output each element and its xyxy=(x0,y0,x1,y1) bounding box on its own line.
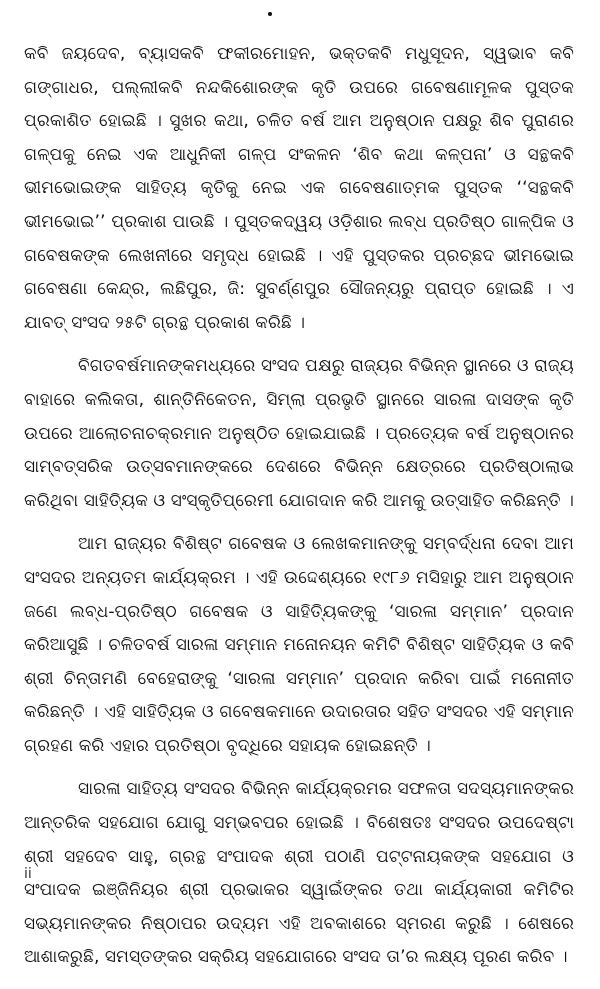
paragraph-sarala-award: ଆମ ରାଜ୍ୟର ବିଶିଷ୍ଟ ଗବେଷକ ଓ ଲେଖକମାନଙ୍କୁ ସମ୍ବର୍ଦ୍ଧନା ଦେବା ଆମ ସଂସଦର ଅନ୍ୟତମ କାର୍ଯ୍ୟକ୍ରମ । ଏହି ଉଦ୍ଦେଶ୍ୟରେ ୧୯୮୬ ମସିହାରୁ ଆମ ଅନୁଷ୍ଠାନ ଜଣେ ଲବ୍ଧ-ପ୍ରତିଷ୍ଠ ଗବେଷକ ଓ ସାହିତ୍ୟିକଙ୍କୁ ‘ସାରଳା ସମ୍ମାନ’ ପ୍ରଦାନ କରିଆସୁଛି । ଚଳିତବର୍ଷ ସାରଳା ସମ୍ମାନ ମନୋନୟନ କମିଟି ବିଶିଷ୍ଟ ସାହିତ୍ୟିକ ଓ କବି ଶ୍ରୀ ଚିନ୍ତାମଣି ବେହେରାଙ୍କୁ ‘ସାରଳା ସମ୍ମାନ’ ପ୍ରଦାନ କରିବା ପାଇଁ ମନୋନୀତ କରିଛନ୍ତି । ଏହି ସାହିତ୍ୟିକ ଓ ଗବେଷକମାନେ ଉଦାରତାର ସହିତ ସଂସଦର ଏହି ସମ୍ମାନ ଗ୍ରହଣ କରି ଏହାର ପ୍ରତିଷ୍ଠା ବୃଦ୍ଧିରେ ସହାୟକ ହୋଇଛନ୍ତି । xyxy=(24,534,574,756)
paragraph-acknowledgement: ସାରଳା ସାହିତ୍ୟ ସଂସଦର ବିଭିନ୍ନ କାର୍ଯ୍ୟକ୍ରମର ସଫଳତା ସଦସ୍ୟମାନଙ୍କର ଆନ୍ତରିକ ସହଯୋଗ ଯୋଗୁ ସମ୍ଭବପର ହୋଇଛି । ବିଶେଷତଃ ସଂସଦର ଉପଦେଷ୍ଟା ଶ୍ରୀ ସହଦେବ ସାହୁ, ଗ୍ରନ୍ଥ ସଂପାଦକ ଶ୍ରୀ ପଠାଣି ପଟ୍ଟନାୟକଙ୍କ ସହଯୋଗ ଓ ସଂପାଦକ ଇଞ୍ଜିନିୟର ଶ୍ରୀ ପ୍ରଭାକର ସ୍ୱାଇଁଙ୍କର ତଥା କାର୍ଯ୍ୟକାରୀ କମିଟିର ସଭ୍ୟମାନଙ୍କର ନିଷ୍ଠାପର ଉଦ୍ୟମ ଏହି ଅବକାଶରେ ସ୍ମରଣ କରୁଛି । ଶେଷରେ ଆଶାକରୁଛି, ସମସ୍ତଙ୍କର ସକ୍ରିୟ ସହଯୋଗରେ ସଂସଦ ତା’ର ଲକ୍ଷ୍ୟ ପୂରଣ କରିବ । xyxy=(24,779,574,968)
page-number-mark: ii xyxy=(24,866,32,882)
top-dot-mark xyxy=(268,12,272,16)
paragraph-seminars: ବିଗତବର୍ଷମାନଙ୍କମଧ୍ୟରେ ସଂସଦ ପକ୍ଷରୁ ରାଜ୍ୟର ବିଭିନ୍ନ ସ୍ଥାନରେ ଓ ରାଜ୍ୟ ବାହାରେ କଲିକତା, ଶାନ୍ତିନିକେତନ, ସିମ୍ଲା ପ୍ରଭୃତି ସ୍ଥାନରେ ସାରଳା ଦାସଙ୍କ କୃତି ଉପରେ ଆଲୋଚନାଚକ୍ରମାନ ଅନୁଷ୍ଠିତ ହୋଇଯାଇଛି । ପ୍ରତ୍ୟେକ ବର୍ଷ ଅନୁଷ୍ଠାନର ସାମ୍ବତ୍ସରିକ ଉତ୍ସବମାନଙ୍କରେ ଦେଶରେ ବିଭିନ୍ନ କ୍ଷେତ୍ରରେ ପ୍ରତିଷ୍ଠାଲାଭ କରିଥିବା ସାହିତ୍ୟିକ ଓ ସଂସ୍କୃତିପ୍ରେମୀ ଯୋଗଦାନ କରି ଆମକୁ ଉତ୍ସାହିତ କରିଛନ୍ତି । xyxy=(24,356,574,511)
paragraph-publications: କବି ଜୟଦେବ, ବ୍ୟାସକବି ଫକୀରମୋହନ, ଭକ୍ତକବି ମଧୁସୂଦନ, ସ୍ୱଭାବ କବି ଗଙ୍ଗାଧର, ପଲ୍ଲୀକବି ନନ୍ଦକିଶୋରଙ୍କ କୃତି ଉପରେ ଗବେଷଣାମୂଳକ ପୁସ୍ତକ ପ୍ରକାଶିତ ହୋଇଛି । ସୁଖର କଥା, ଚଳିତ ବର୍ଷ ଆମ ଅନୁଷ୍ଠାନ ପକ୍ଷରୁ ଶିବ ପୁରାଣର ଗଳ୍ପକୁ ନେଇ ଏକ ଆଧୁନିକୀ ଗଳ୍ପ ସଂକଳନ ‘ଶିବ କଥା କଳ୍ପନା’ ଓ ସନ୍ଥକବି ଭୀମଭୋଇଙ୍କ ସାହିତ୍ୟ କୃତିକୁ ନେଇ ଏକ ଗବେଷଣାତ୍ମକ ପୁସ୍ତକ ‘‘ସନ୍ଥକବି ଭୀମଭୋଇ’’ ପ୍ରକାଶ ପାଉଛି । ପୁସ୍ତକଦ୍ୱୟ ଓଡ଼ିଶାର ଲବ୍ଧ ପ୍ରତିଷ୍ଠ ଗାଳ୍ପିକ ଓ ଗବେଷକଙ୍କ ଲେଖନୀରେ ସମୃଦ୍ଧ ହୋଇଛି । ଏହି ପୁସ୍ତକର ପ୍ରଚ୍ଛଦ ଭୀମଭୋଇ ଗବେଷଣା କେନ୍ଦ୍ର, ଲଛିପୁର, ଜି: ସୁବର୍ଣ୍ଣପୁର ସୌଜନ୍ୟରୁ ପ୍ରାପ୍ତ ହୋଇଛି । ଏ ଯାବତ୍ ସଂସଦ ୨୫ଟି ଗ୍ରନ୍ଥ ପ୍ରକାଶ କରିଛି । xyxy=(24,44,574,333)
